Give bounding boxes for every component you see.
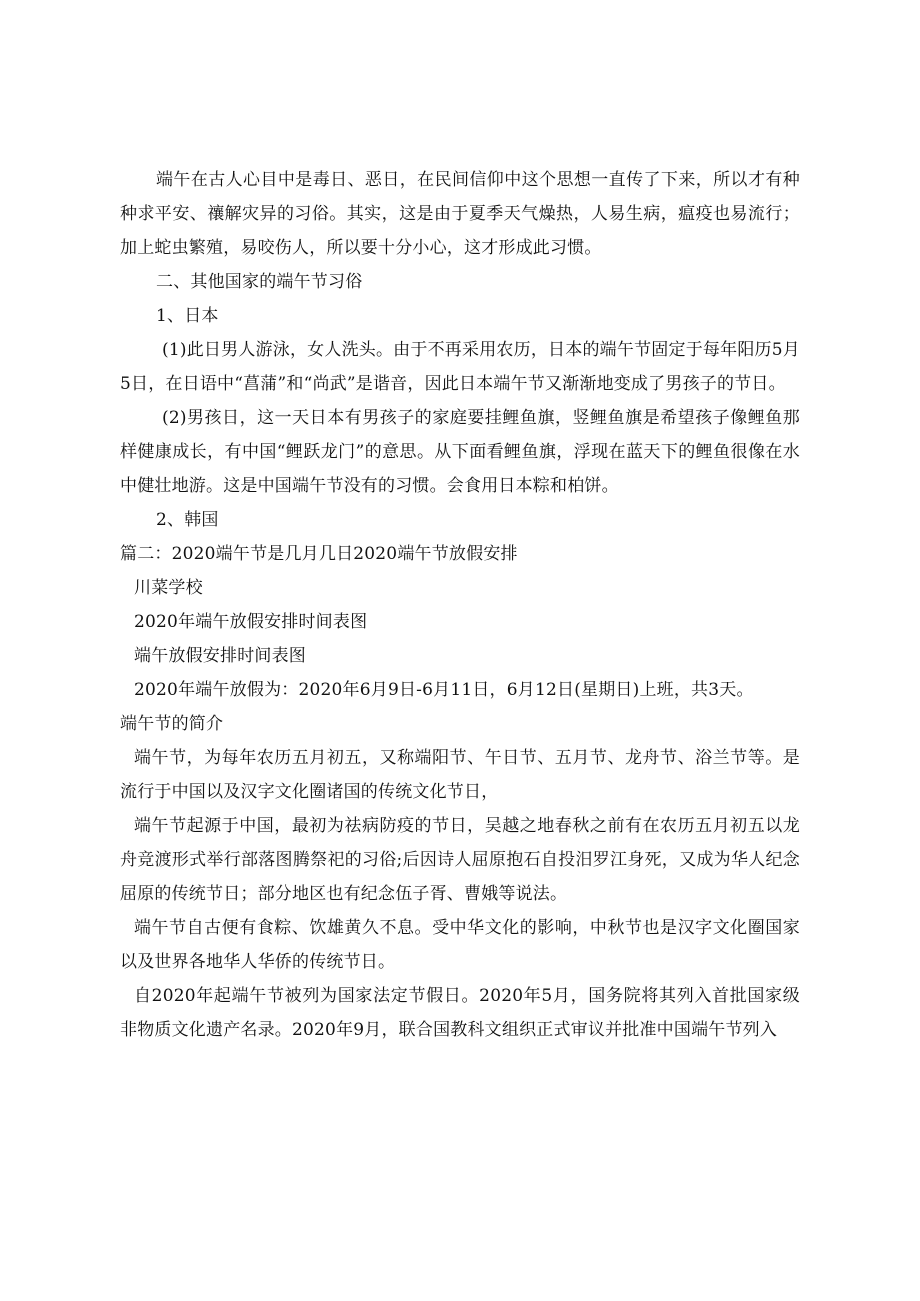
paragraph-legal-holiday: 自2020年起端午节被列为国家法定节假日。2020年5月，国务院将其列入首批国家级非物质文化遗产名录。2020年9月，联合国教科文组织正式审议并批准中国端午节列入 <box>120 986 800 1040</box>
paragraph-festival-origin: 端午节起源于中国，最初为祛病防疫的节日，吴越之地春秋之前有在农历五月初五以龙舟竞渡形式举行部落图腾祭祀的习俗;后因诗人屈原抱石自投汨罗江身死，又成为华人纪念屈原的传统节日；部分地区也有纪念伍子胥、曹娥等说法。 <box>120 816 800 904</box>
schedule-chart-subtitle: 端午放假安排时间表图 <box>134 646 306 666</box>
heading-other-countries-customs: 二、其他国家的端午节习俗 <box>156 272 363 292</box>
holiday-arrangement: 2020年端午放假为：2020年6月9日-6月11日，6月12日(星期日)上班，共3天。 <box>134 680 754 700</box>
document-body <box>120 163 800 1047</box>
heading-korea: 2、韩国 <box>156 510 219 530</box>
paragraph-festival-food: 端午节自古便有食粽、饮雄黄久不息。受中华文化的影响，中秋节也是汉字文化圈国家以及世界各地华人华侨的传统节日。 <box>120 918 800 972</box>
heading-japan: 1、日本 <box>156 306 219 326</box>
paragraph-festival-definition: 端午节，为每年农历五月初五，又称端阳节、午日节、五月节、龙舟节、浴兰节等。是流行于中国以及汉字文化圈诸国的传统文化节日， <box>120 748 800 802</box>
section-title-part-two: 篇二：2020端午节是几月几日2020端午节放假安排 <box>120 544 518 564</box>
paragraph-duanwu-poison-day: 端午在古人心目中是毒日、恶日，在民间信仰中这个思想一直传了下来，所以才有种种求平安、禳解灾异的习俗。其实，这是由于夏季天气燥热，人易生病，瘟疫也易流行；加上蛇虫繁殖，易咬伤人，所以要十分小心，这才形成此习惯。 <box>120 170 800 258</box>
paragraph-japan-1: (1)此日男人游泳，女人洗头。由于不再采用农历，日本的端午节固定于每年阳历5月5日，在日语中“菖蒲”和“尚武”是谐音，因此日本端午节又渐渐地变成了男孩子的节日。 <box>120 340 800 394</box>
heading-festival-intro: 端午节的简介 <box>120 714 224 734</box>
paragraph-japan-2: (2)男孩日，这一天日本有男孩子的家庭要挂鲤鱼旗，竖鲤鱼旗是希望孩子像鲤鱼那样健康成长，有中国“鲤跃龙门”的意思。从下面看鲤鱼旗，浮现在蓝天下的鲤鱼很像在水中健壮地游。这是中国端午节没有的习惯。会食用日本粽和柏饼。 <box>120 408 800 496</box>
source-label: 川菜学校 <box>134 578 203 598</box>
schedule-chart-title: 2020年端午放假安排时间表图 <box>134 612 368 632</box>
